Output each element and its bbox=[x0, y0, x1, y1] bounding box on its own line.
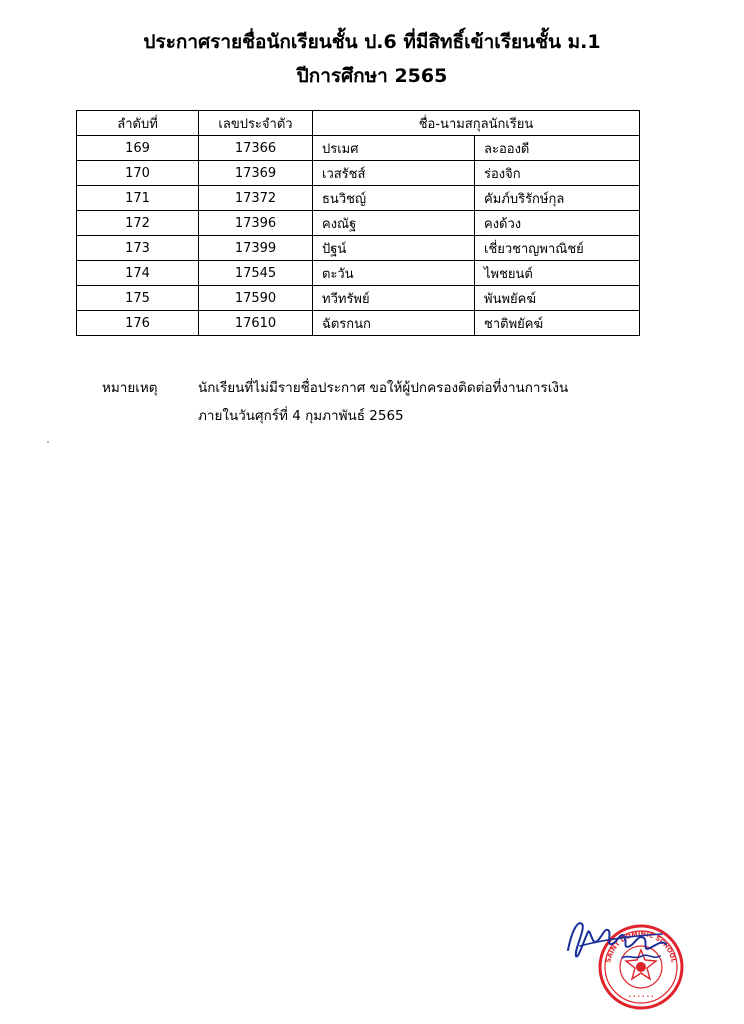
row-last-name-cell: คัมภ์บริรักษ์กุล bbox=[475, 186, 640, 211]
row-first-name-cell: ฉัตรกนก bbox=[313, 311, 475, 336]
column-header-student-id: เลขประจำตัว bbox=[199, 111, 313, 136]
row-student-id-cell: 17590 bbox=[199, 286, 313, 311]
svg-text:SAINT DOMINIC SCHOOL: SAINT DOMINIC SCHOOL bbox=[604, 929, 678, 964]
column-header-name: ชื่อ-นามสกุลนักเรียน bbox=[313, 111, 640, 136]
row-order-cell: 169 bbox=[77, 136, 199, 161]
table-row bbox=[77, 286, 640, 311]
row-first-name-cell: ธนวิชญ์ bbox=[313, 186, 475, 211]
column-header-order: ลำดับที่ bbox=[77, 111, 199, 136]
row-student-id-cell: 17399 bbox=[199, 236, 313, 261]
svg-text:• • • • • •: • • • • • • bbox=[628, 994, 654, 1000]
row-last-name-cell: ไพชยนต์ bbox=[475, 261, 640, 286]
row-last-name-cell: ละอองดี bbox=[475, 136, 640, 161]
scan-speck bbox=[47, 441, 49, 443]
row-student-id-cell: 17610 bbox=[199, 311, 313, 336]
row-student-id-cell: 17396 bbox=[199, 211, 313, 236]
row-student-id-cell: 17366 bbox=[199, 136, 313, 161]
row-first-name-cell: คงณัฐ bbox=[313, 211, 475, 236]
academic-year-title: ปีการศึกษา 2565 bbox=[296, 65, 448, 87]
table-row bbox=[77, 236, 640, 261]
row-last-name-cell: ร่องจิก bbox=[475, 161, 640, 186]
row-last-name-cell: คงด้วง bbox=[475, 211, 640, 236]
page-title: ประกาศรายชื่อนักเรียนชั้น ป.6 ที่มีสิทธิ์เข้าเรียนชั้น ม.1 bbox=[143, 31, 601, 53]
table-row bbox=[77, 261, 640, 286]
row-order-cell: 171 bbox=[77, 186, 199, 211]
row-order-cell: 175 bbox=[77, 286, 199, 311]
row-order-cell: 176 bbox=[77, 311, 199, 336]
table-row bbox=[77, 186, 640, 211]
row-first-name-cell: ปัฐน์ bbox=[313, 236, 475, 261]
row-order-cell: 172 bbox=[77, 211, 199, 236]
row-first-name-cell: ทวีทรัพย์ bbox=[313, 286, 475, 311]
handwritten-signature bbox=[562, 910, 674, 970]
row-first-name-cell: เวสรัชส์ bbox=[313, 161, 475, 186]
row-student-id-cell: 17372 bbox=[199, 186, 313, 211]
remark-text-line1: นักเรียนที่ไม่มีรายชื่อประกาศ ขอให้ผู้ปกครองติดต่อที่งานการเงิน bbox=[198, 380, 569, 396]
table-row bbox=[77, 311, 640, 336]
table-row bbox=[77, 136, 640, 161]
row-first-name-cell: ปรเมศ bbox=[313, 136, 475, 161]
row-student-id-cell: 17369 bbox=[199, 161, 313, 186]
table-row bbox=[77, 211, 640, 236]
row-last-name-cell: ชาติพยัคฆ์ bbox=[475, 311, 640, 336]
row-order-cell: 173 bbox=[77, 236, 199, 261]
row-order-cell: 174 bbox=[77, 261, 199, 286]
remark-label: หมายเหตุ bbox=[102, 380, 158, 396]
row-last-name-cell: พันพยัคฆ์ bbox=[475, 286, 640, 311]
student-table bbox=[76, 110, 640, 336]
table-header-row bbox=[77, 111, 640, 136]
row-order-cell: 170 bbox=[77, 161, 199, 186]
table-row bbox=[77, 161, 640, 186]
row-last-name-cell: เชี่ยวชาญพาณิชย์ bbox=[475, 236, 640, 261]
row-first-name-cell: ตะวัน bbox=[313, 261, 475, 286]
remark-text-line2: ภายในวันศุกร์ที่ 4 กุมภาพันธ์ 2565 bbox=[198, 408, 404, 424]
row-student-id-cell: 17545 bbox=[199, 261, 313, 286]
